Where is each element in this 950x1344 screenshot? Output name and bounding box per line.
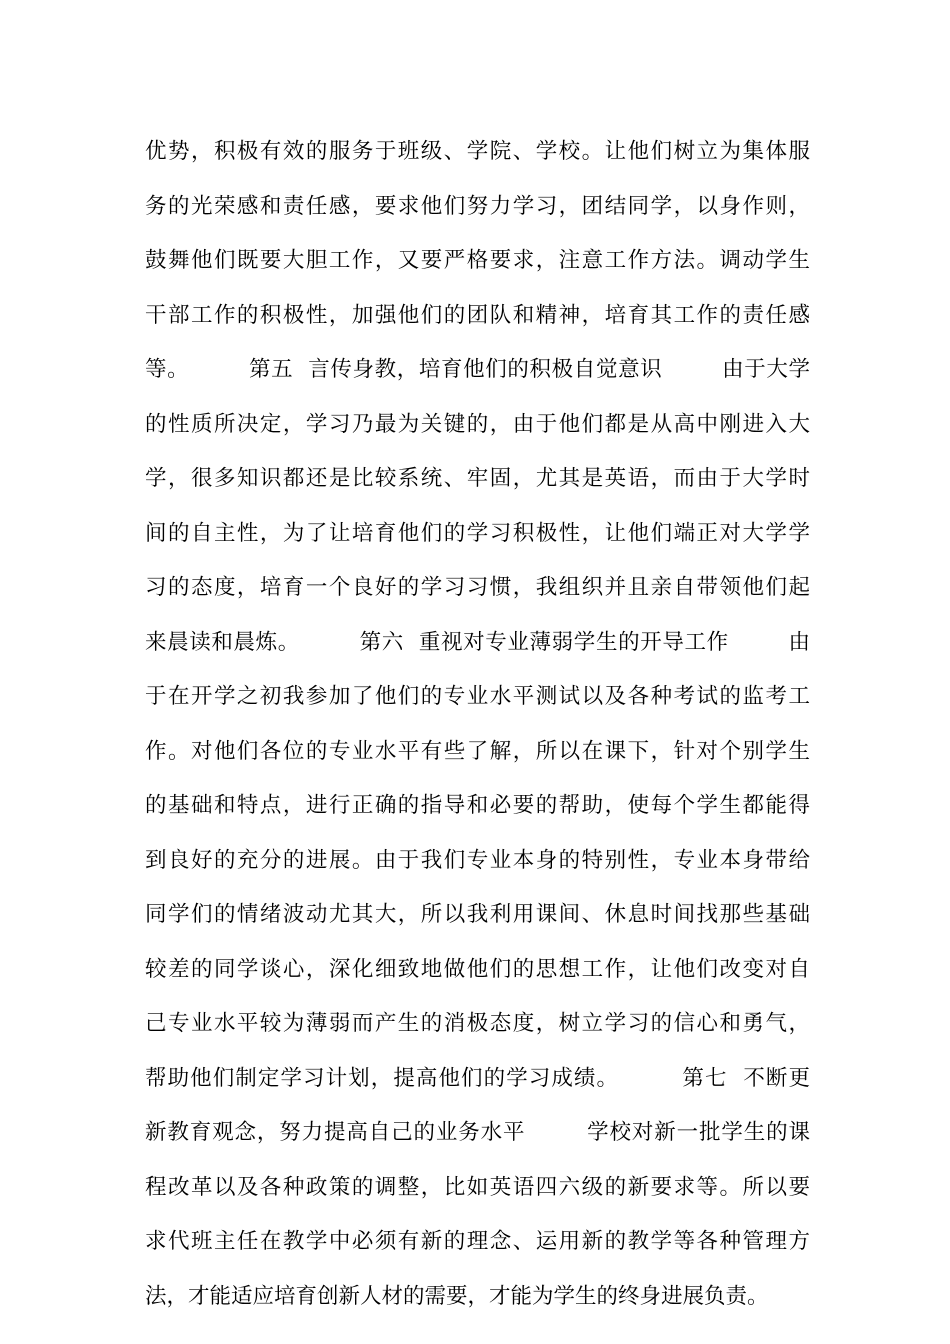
text-line: 习的态度，培育一个良好的学习习惯，我组织并且亲自带领他们起 bbox=[145, 575, 810, 600]
text-line: 到良好的充分的进展。由于我们专业本身的特别性，专业本身带给 bbox=[145, 847, 810, 873]
text-line: 求代班主任在教学中必须有新的理念、运用新的教学等各种管理方 bbox=[145, 1229, 810, 1254]
text-line: 法，才能适应培育创新人材的需要，才能为学生的终身进展负责。 bbox=[145, 1283, 769, 1309]
body-text bbox=[145, 125, 810, 1324]
text-line: 己专业水平较为薄弱而产生的消极态度，树立学习的信心和勇气， bbox=[145, 1011, 810, 1036]
text-line: 的性质所决定，学习乃最为关键的，由于他们都是从高中刚进入大 bbox=[145, 411, 810, 437]
text-line: 等。 第五 言传身教，培育他们的积极自觉意识 由于大学 bbox=[145, 357, 810, 382]
text-line: 学，很多知识都还是比较系统、牢固，尤其是英语，而由于大学时 bbox=[145, 466, 810, 491]
text-line: 作。对他们各位的专业水平有些了解，所以在课下，针对个别学生 bbox=[145, 738, 810, 764]
text-line: 间的自主性，为了让培育他们的学习积极性，让他们端正对大学学 bbox=[145, 520, 810, 546]
text-line: 新教育观念，努力提高自己的业务水平 学校对新一批学生的课 bbox=[145, 1120, 810, 1145]
text-line: 鼓舞他们既要大胆工作，又要严格要求，注意工作方法。调动学生 bbox=[145, 248, 810, 273]
text-line: 较差的同学谈心，深化细致地做他们的思想工作，让他们改变对自 bbox=[145, 956, 810, 982]
text-line: 程改革以及各种政策的调整，比如英语四六级的新要求等。所以要 bbox=[145, 1174, 810, 1200]
text-line: 优势，积极有效的服务于班级、学院、学校。让他们树立为集体服 bbox=[145, 139, 810, 164]
text-line: 的基础和特点，进行正确的指导和必要的帮助，使每个学生都能得 bbox=[145, 793, 810, 818]
text-line: 于在开学之初我参加了他们的专业水平测试以及各种考试的监考工 bbox=[145, 684, 810, 709]
text-line: 同学们的情绪波动尤其大，所以我利用课间、休息时间找那些基础 bbox=[145, 902, 810, 927]
text-line: 干部工作的积极性，加强他们的团队和精神，培育其工作的责任感 bbox=[145, 302, 810, 328]
text-line: 来晨读和晨炼。 第六 重视对专业薄弱学生的开导工作 由 bbox=[145, 629, 810, 655]
text-line: 帮助他们制定学习计划，提高他们的学习成绩。 第七 不断更 bbox=[145, 1065, 810, 1091]
text-line: 务的光荣感和责任感，要求他们努力学习，团结同学，以身作则， bbox=[145, 193, 810, 219]
